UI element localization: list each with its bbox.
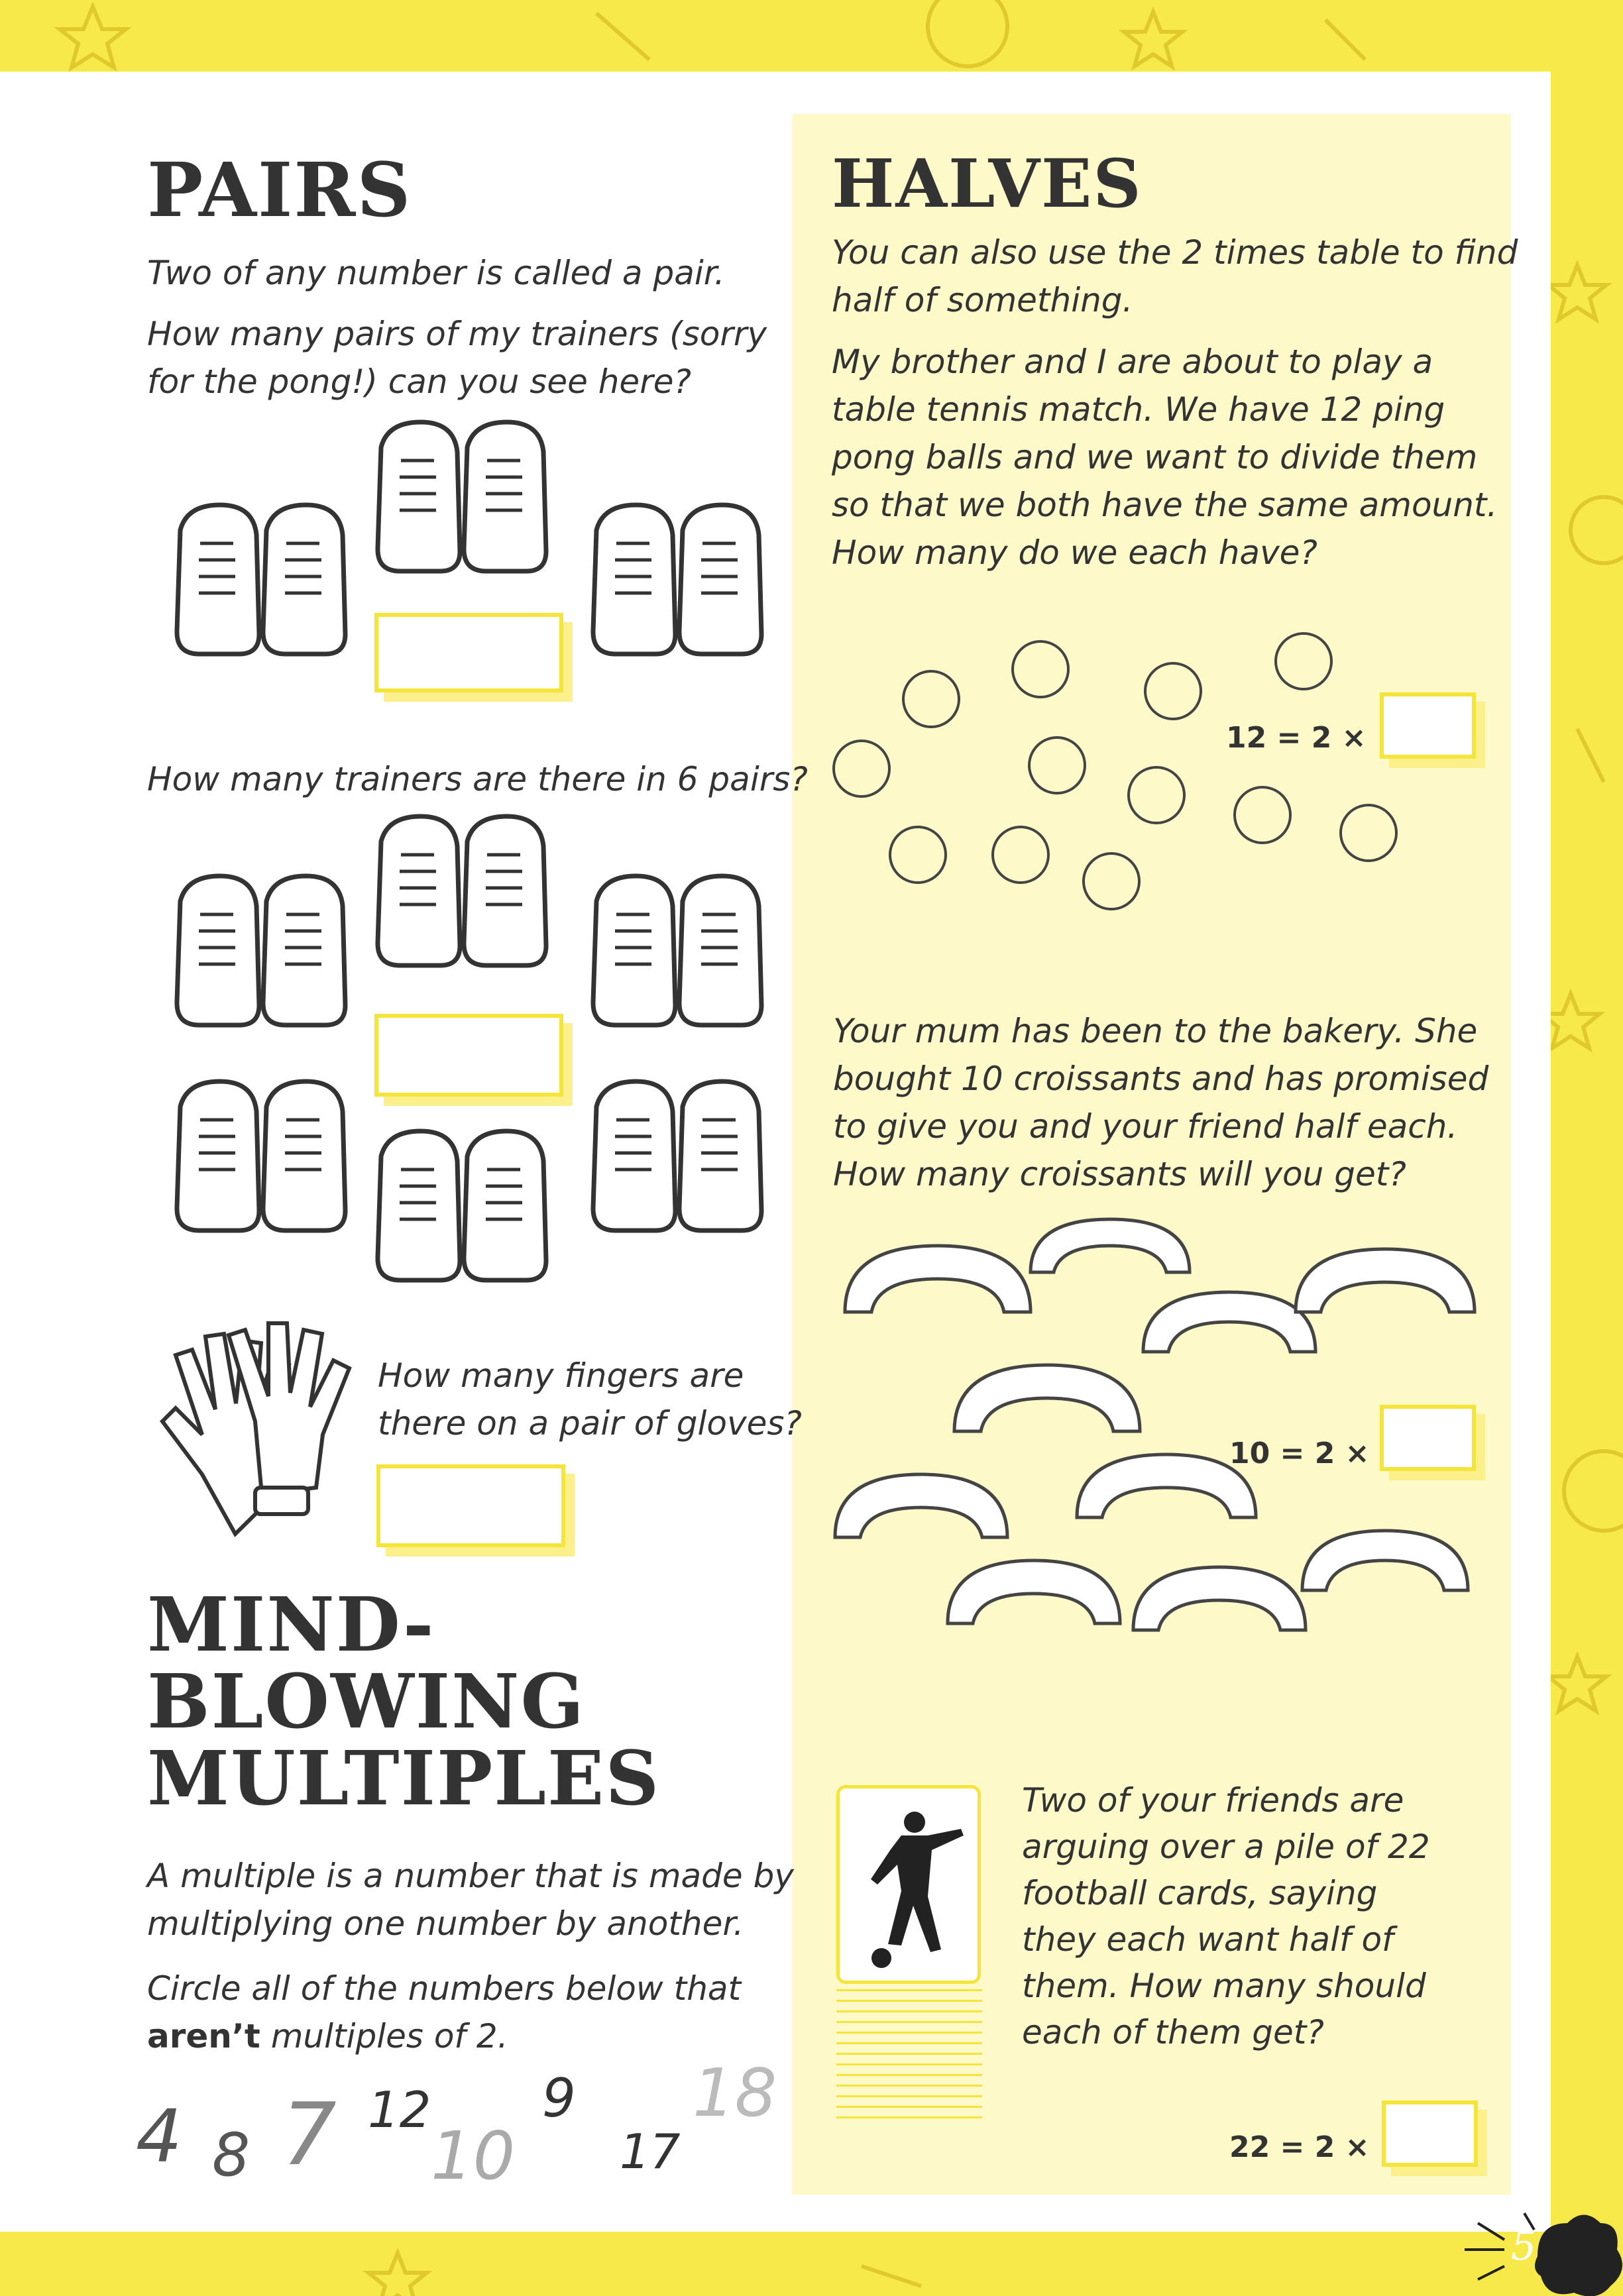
pairs-question-2: How many trainers are there in 6 pairs?	[147, 760, 808, 798]
trainers-pair-illustration	[590, 504, 769, 683]
pairs-intro: Two of any number is called a pair.	[147, 254, 725, 292]
croissants-illustration	[832, 1219, 1475, 1670]
multiples-question	[147, 1965, 741, 2060]
multiples-title: MIND- BLOWING MULTIPLES	[147, 1582, 661, 1822]
answer-box[interactable]	[1380, 1405, 1476, 1471]
multiples-question-emphasis: aren’t	[147, 2017, 260, 2055]
trainers-pair-illustration	[174, 1080, 353, 1259]
answer-box[interactable]	[376, 1464, 565, 1547]
multiples-question-end: multiples of 2.	[260, 2017, 508, 2055]
answer-box[interactable]	[1382, 2101, 1478, 2167]
answer-box[interactable]	[374, 1014, 563, 1097]
trainers-pair-illustration	[374, 421, 553, 593]
number-9[interactable]: 9	[542, 2067, 576, 2129]
multiples-question-start: Circle all of the numbers below that	[147, 1969, 742, 2008]
trainers-pair-illustration	[374, 815, 553, 987]
halves-question-2: Your mum has been to the bakery. She bought 10 croissants and has promised to give you and your friend half each. How many croissants will you get?	[833, 1012, 1489, 1193]
equation-22: 22 = 2 ×	[1229, 2130, 1370, 2164]
number-18[interactable]: 18	[693, 2054, 777, 2132]
number-7[interactable]: 7	[282, 2084, 337, 2185]
footballer-silhouette-icon	[855, 1809, 968, 1975]
equation-12: 12 = 2 ×	[1226, 721, 1367, 755]
pairs-question-3: How many fingers are there on a pair of gloves?	[378, 1356, 802, 1443]
trainers-pair-illustration	[174, 504, 353, 683]
gloves-illustration	[149, 1315, 348, 1547]
trainers-pair-illustration	[590, 875, 769, 1054]
number-8[interactable]: 8	[212, 2120, 251, 2190]
halves-question-3: Two of your friends are arguing over a pile of 22 football cards, saying they each want half of them. How many should each of them get?	[1022, 1781, 1430, 2051]
trainers-pair-illustration	[174, 875, 353, 1054]
halves-title: HALVES	[832, 144, 1143, 223]
pairs-title: PAIRS	[147, 147, 412, 234]
multiples-intro: A multiple is a number that is made by multiplying one number by another.	[147, 1857, 794, 1943]
answer-box[interactable]	[1380, 692, 1476, 759]
ping-pong-balls-illustration	[828, 626, 1412, 911]
number-12[interactable]: 12	[368, 2081, 431, 2139]
equation-10: 10 = 2 ×	[1229, 1437, 1370, 1470]
page-number: 5	[1511, 2223, 1537, 2269]
trainers-pair-illustration	[374, 1130, 553, 1302]
trainers-pair-illustration	[590, 1080, 769, 1259]
number-17[interactable]: 17	[620, 2124, 681, 2179]
number-4[interactable]: 4	[136, 2094, 182, 2179]
page-number-badge	[1458, 2210, 1617, 2296]
number-10[interactable]: 10	[431, 2117, 516, 2195]
pairs-question-1: How many pairs of my trainers (sorry for the pong!) can you see here?	[147, 315, 767, 401]
halves-intro: You can also use the 2 times table to find half of something.	[832, 233, 1518, 319]
halves-question-1: My brother and I are about to play a table tennis match. We have 12 ping pong balls and we want to divide them so that we both have the same amount. How many do we each have?	[832, 343, 1498, 572]
answer-box[interactable]	[374, 613, 563, 692]
